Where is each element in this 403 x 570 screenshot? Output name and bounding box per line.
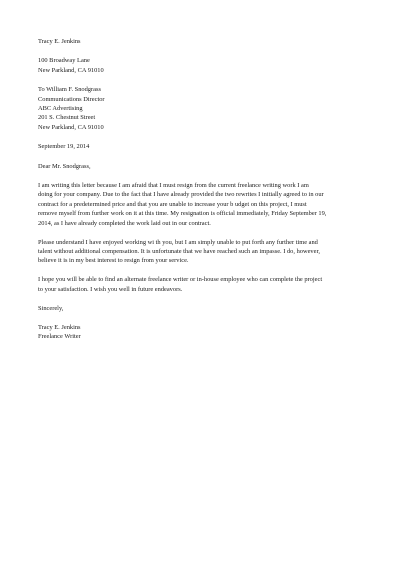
paragraph-line: talent without additional compensation. It is unfortunate that we have reached such an impasse. I do, however, bbox=[38, 248, 320, 255]
recipient-address-line-2: New Parkland, CA 91010 bbox=[38, 123, 104, 131]
recipient-title: Communications Director bbox=[38, 95, 105, 103]
paragraph-line: 2014, as I have already completed the work laid out in our contract. bbox=[38, 219, 211, 227]
paragraph-line: contract for a predetermined price and that you are unable to increase your b udget on this project, I must bbox=[38, 200, 307, 208]
sender-name: Tracy E. Jenkins bbox=[38, 38, 81, 45]
sender-address bbox=[38, 56, 380, 75]
paragraph-line: I am writing this letter because I am afraid that I must resign from the current freelance writing work I am bbox=[38, 182, 309, 190]
paragraph-line: Please understand I have enjoyed working wi th you, but I am simply unable to put forth any further time and bbox=[38, 238, 318, 246]
signature-title: Freelance Writer bbox=[38, 333, 81, 341]
body-paragraph-2 bbox=[38, 238, 380, 266]
paragraph-line: doing for your company. Due to the fact that I have already provided the two rewrites I initially agreed to in our bbox=[38, 191, 324, 199]
sender-address-line-2: New Parkland, CA 91010 bbox=[38, 66, 104, 74]
closing: Sincerely, bbox=[38, 304, 64, 312]
signature-block bbox=[38, 323, 380, 342]
closing-block bbox=[38, 304, 380, 313]
sender-name-block bbox=[38, 37, 380, 46]
letter-date-block bbox=[38, 142, 380, 151]
body-paragraph-3 bbox=[38, 275, 380, 294]
paragraph-line: remove myself from further work on it at this time. My resignation is official immediately, Friday September 19, bbox=[38, 210, 327, 218]
paragraph-line: to your satisfaction. I wish you well in future endeavors. bbox=[38, 285, 183, 293]
signature-name: Tracy E. Jenkins bbox=[38, 324, 81, 332]
sender-address-line-1: 100 Broadway Lane bbox=[38, 57, 90, 65]
salutation: Dear Mr. Snodgrass, bbox=[38, 162, 91, 170]
resignation-letter bbox=[38, 37, 380, 352]
recipient-address-line-1: 201 S. Chestnut Street bbox=[38, 114, 96, 122]
salutation-block bbox=[38, 162, 380, 171]
recipient-address bbox=[38, 85, 380, 132]
letter-date: September 19, 2014 bbox=[38, 143, 90, 151]
body-paragraph-1 bbox=[38, 181, 380, 228]
recipient-to-line: To William F. Snodgrass bbox=[38, 86, 101, 94]
paragraph-line: believe it is in my best interest to resign from your service. bbox=[38, 257, 189, 265]
paragraph-line: I hope you will be able to find an alternate freelance writer or in-house employee who can complete the project bbox=[38, 276, 323, 284]
recipient-company: ABC Advertising bbox=[38, 105, 83, 113]
